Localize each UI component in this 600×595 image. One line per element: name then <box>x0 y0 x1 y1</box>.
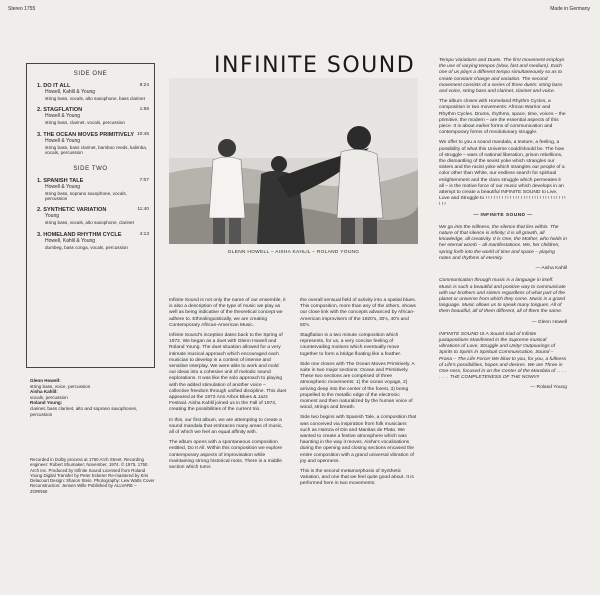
track-title: 3. THE OCEAN MOVES PRIMITIVELY <box>37 131 135 138</box>
liner-paragraph: the overall sensual field of activity into a spatial blues. This composition, more than any of the others, shows our close link with the concepts advanced by African-American improvisers of the 1920's, 30's, 40's and 50's. <box>300 298 417 328</box>
track-title: 2. SYNTHETIC VARIATION <box>37 207 107 214</box>
track-instruments: string bass, bass clarinet, bamboo reeds, kalimba, vocals, percussion <box>45 144 148 156</box>
track-instruments: string bass, vocals, alto saxophone, bass clarinet <box>45 96 145 101</box>
album-title: INFINITE SOUND <box>214 53 416 78</box>
track-composer: Howell, Kahlil & Young <box>45 89 96 95</box>
track-instruments: dumbeg, bass conga, vocals, percussion <box>45 244 128 250</box>
track-duration: 10:45 <box>136 131 149 137</box>
liner-paragraph: The album opens with a spontaneous composition entitled, Do It All. Within this composition we explore contemporary aspects of improvisation while maintaining strong historical roots. There is a middle section which turns <box>169 440 283 471</box>
track-item <box>37 232 149 250</box>
personnel-name: Roland Young: <box>30 400 63 406</box>
track-composer: Young <box>45 213 59 220</box>
track-instruments: string bass, vocals, alto saxophone, clarinet <box>45 220 134 226</box>
signature: — Roland Young <box>530 385 567 391</box>
personnel-name: Aisha Kahlil: <box>30 389 58 395</box>
track-item <box>37 83 149 101</box>
track-title: 3. HOMELAND RHYTHM CYCLE <box>37 231 122 238</box>
signature: — Glenn Howell <box>531 319 567 325</box>
side-one-heading: SIDE ONE <box>73 71 108 77</box>
liner-paragraph: Side two begins with Spanish Tale, a composition that was conceived via inspiration from folk musicians such as Hamza el Din and Manitas de Plata. We wanted to create a festive atmosphere which was haunting in the way it moves. Aisha's vocalisations during the opening and closing sections encased the entire composition with a grand universal vibration of joy and openness. <box>300 415 417 464</box>
poem-text: INFINITE SOUND IS A Sound triad of Infinite juxtapositions Manifested in the Supreme musical vibrations of Love, Struggle and Unity! Outpourings of Spirits to Spirits in Spiritual Communication, Sound – Prana – The Life Force! We blow to you, for you, a fullness of Life's possibilities, hopes and desires. We are Three in One-ness, focused in on the Center of the Mandala of . . . . . . . . THE COMPLETENESS OF THE NOW!!!! <box>439 331 567 381</box>
track-composer: Howell & Young <box>45 183 81 190</box>
band-photo <box>169 78 418 244</box>
poem-text: We go into the stillness, the silence that lies within. The nature of that silence is infinity; it is all growth, all knowledge, all creativity. It is One, the Mother, who holds in her eternal womb – all manifestations. We, her children, spring forth into the world of time and space – playing notes and rhythms of eternity. <box>439 224 567 261</box>
section-heading: — INFINITE SOUND — <box>473 212 533 218</box>
track-duration: 8:24 <box>139 83 149 88</box>
track-instruments: string bass, soprano saxophone, vocals, percussion <box>45 190 127 202</box>
track-item <box>37 207 149 225</box>
liner-paragraph: Infinite Sound is not only the name of our ensemble, it is also a description of the type of music we play as well as being indicative of the theoretical concept we adhere to. Ethnolinguistically, we are creating Contemporary African-American Music. <box>169 298 286 328</box>
personnel-role: clarinet, bass clarinet, alto and soprano saxophones, percussion <box>30 405 138 417</box>
made-in-label: Made in Germany <box>550 6 590 12</box>
side-two-heading: SIDE TWO <box>73 165 108 172</box>
track-item <box>37 178 149 202</box>
liner-notes-column-1 <box>169 298 287 475</box>
track-duration: 1:58 <box>139 107 149 113</box>
liner-paragraph: Tempo Variations and Duets. The first movement employs the use of varying tempos (slow, fast and medium). Each one of us plays a different tempo simultaneously so as to create constant change and variation. The second movement consists of a series of three duets: string bass and voice, string bass and clarinet, clarinet and voice. <box>439 58 565 95</box>
poem-text: Communication through music is a language in itself. Music is such a beautiful and positive way to communicate with our brothers and sisters regardless of what part of the planet or universe from which they come. Music is a grand language. Music allows us to speak many tongues. All of them beautiful, all of them different, all of them the same. <box>439 278 566 315</box>
liner-paragraph: In this, our first album, we are attempting to create a sound mandala that embraces many areas of music, all of which we feel an equal affinity with. <box>169 417 283 436</box>
track-title: 1. SPANISH TALE <box>37 177 84 184</box>
photo-caption: GLENN HOWELL – AISHA KAHLIL – ROLAND YOUNG <box>227 250 360 255</box>
track-title: 1. DO IT ALL <box>37 83 71 89</box>
track-composer: Howell, Kahlil & Young <box>45 237 96 244</box>
track-title: 2. STAGFLATION <box>37 107 83 114</box>
liner-paragraph: Stagflation is a two minute composition which represents, for us, a very concise feeling of countervailing motions which eventually move together to form a bridge floating like a feather. <box>300 333 402 357</box>
track-list-box <box>26 63 155 368</box>
track-composer: Howell & Young <box>45 113 81 120</box>
track-duration: 4:13 <box>139 231 149 237</box>
liner-paragraph: The album closes with Homeland Rhythm Cycles, a composition in two movements: African Warrior and Rhythm Cycles. Drums, rhythms, space, time, voices – the primitive, the modern – are the essential aspects of this piece. It is about earlier forms of communication and contemporary forms of revolutionary struggle. <box>439 99 566 136</box>
track-composer: Howell & Young <box>45 137 81 144</box>
personnel-name: Glenn Howell: <box>30 378 61 383</box>
liner-notes-column-2 <box>300 298 418 492</box>
personnel-list <box>30 378 155 417</box>
track-instruments: string bass, clarinet, vocals, percussion <box>45 120 125 126</box>
liner-notes-column-3 <box>439 58 567 398</box>
liner-paragraph: Side one closes with The Ocean Moves Primitively. A suite in two major sections: Ocean and Primitively. These two sections are comprised of three atmospheric movements: 1) the ocean voyage, 2) arriving deep into the center of the forest, 3) being propelled to the metallic edge of the electronic moment and then naturalized by the human voice of wood, strings and breath. <box>300 361 415 411</box>
production-credits: Recorded in Dolby process at 1750 Arch Street. Recording engineer: Robert Shumaker; November, 1974. © 1975, 1750 Arch Inc. Produced by Infinite Sound Licensed from Roland Young Digital Transfer by Peter Eckerer Re-mastered by Kris Delacourt Design: Sharon Stein. Photography: Lew Watts Cover Reconstruction: Jensen Wille Published by ALLVARE – ZORN50 <box>30 457 155 494</box>
signature: — Aisha Kahlil <box>535 266 567 272</box>
track-duration: 11:40 <box>137 207 149 213</box>
catalog-number: Stereo 1755 <box>8 6 36 12</box>
track-item <box>37 132 149 156</box>
liner-paragraph: This is the second metamorphosis of Synthetic Variation, and one that we feel quite good about. It is performed here in two movements: <box>300 469 414 487</box>
liner-paragraph: We offer to you a sound mandala, a texture, a feeling, a possibility of what this Universe could/should be. The how of struggle – wars of national liberation, prison rebellions, the dismantling of the sexist yoke which strangles our sisters and the racist yoke which strangles our people of a color other than White, our endless search for spiritual enlightenment and the class struggle which permeates it all – is the motive force of our music which develops in an attempt to create a beautiful INFINITE SOUND to Live, Love and Struggle to ! ! ! ! ! ! ! ! ! ! ! ! ! ! ! ! ! ! ! ! ! ! ! ! ! ! ! ! ! ! ! ! ! <box>439 140 566 208</box>
track-duration: 7:07 <box>139 177 149 183</box>
track-item <box>37 107 149 125</box>
personnel-role: string bass, voice, percussion <box>30 383 91 389</box>
liner-paragraph: Infinite Sound's inception dates back to the Spring of 1972. We began as a duet with Glenn Howell and Roland Young. The duet situation allowed for a very intimate musical approach which encouraged each musician to develop in a context of intense and sensitive interplay. We were able to work and mold our ideas into a cohesive unit of melodic sound explorations. It was like the solo approach to playing with the added stimulation of another voice – collective freedom through unified discipline. This duet appeared at the 1973 Ann Arbor Blues & Jazz Festival. Aisha Kahlil joined us in the Fall of 1974, creating the possibilities of the current trio. <box>169 333 287 413</box>
personnel-role: vocals, percussion <box>30 394 68 400</box>
